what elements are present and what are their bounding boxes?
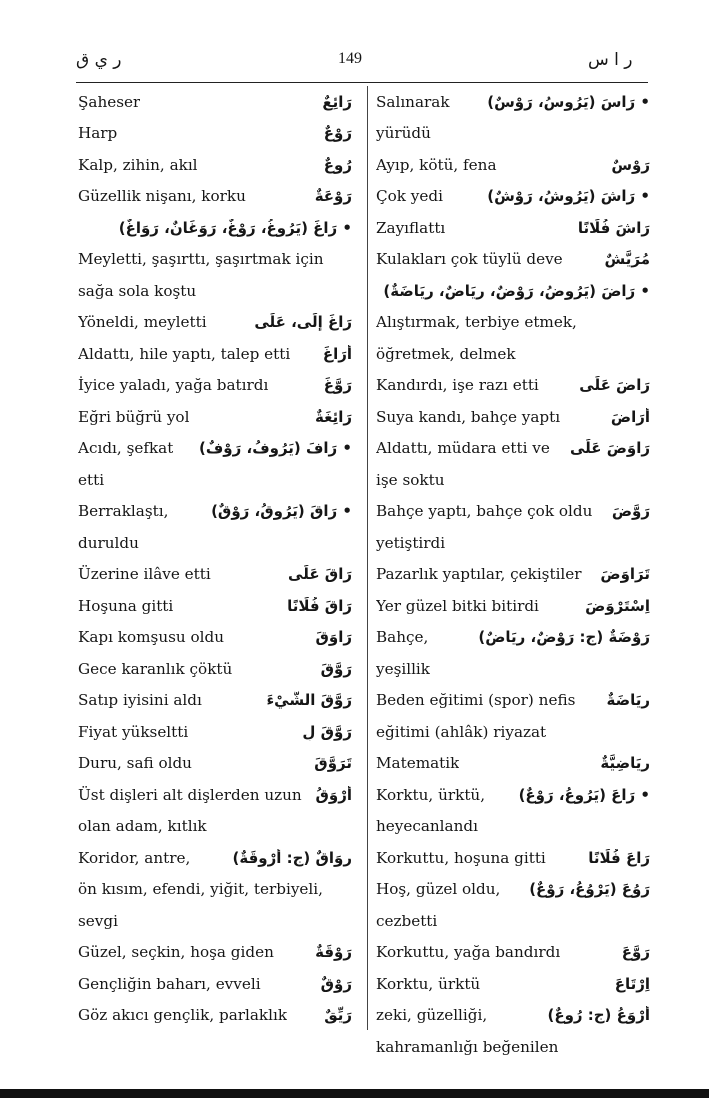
turkish-definition: Korkuttu, yağa bandırdı	[376, 943, 561, 962]
turkish-definition: Güzel, seçkin, hoşa giden	[78, 943, 274, 962]
dictionary-entry	[376, 149, 650, 181]
dictionary-entry	[78, 496, 352, 528]
turkish-definition: Güzellik nişanı, korku	[78, 187, 246, 206]
turkish-definition: Kapı komşusu oldu	[78, 628, 225, 647]
dictionary-entry	[78, 685, 352, 717]
dictionary-entry	[78, 307, 352, 339]
dictionary-entry	[376, 1000, 650, 1032]
arabic-headword: رَوْضَةٌ (ج: رَوْضٌ، رِيَاضٌ)	[478, 628, 650, 647]
turkish-definition: yürüdü	[376, 124, 431, 143]
arabic-headword: رَاقَ فُلَانًا	[287, 596, 352, 615]
dictionary-entry	[376, 905, 650, 937]
dictionary-entry	[78, 244, 352, 276]
turkish-definition: duruldu	[78, 533, 139, 552]
dictionary-entry	[78, 401, 352, 433]
arabic-headword: رِوَاقٌ (ج: أَرْوِقَةٌ)	[232, 848, 352, 867]
turkish-definition: Korktu, ürktü,	[376, 785, 486, 804]
arabic-headword: رَائِغَةٌ	[315, 407, 352, 426]
arabic-headword: رِيَاضِيَّةٌ	[600, 754, 650, 773]
turkish-definition: Meyletti, şaşırttı, şaşırtmak için	[78, 250, 324, 269]
column-divider	[367, 86, 368, 1030]
turkish-definition: zeki, güzelliği,	[376, 1006, 488, 1025]
arabic-headword: رَوْقَةٌ	[315, 943, 352, 962]
dictionary-entry	[78, 1000, 352, 1032]
header-rule	[76, 82, 648, 83]
arabic-headword: • رَاعَ (يَرُوعُ، رَوْعٌ)	[518, 785, 650, 804]
right-column	[376, 86, 650, 1056]
dictionary-entry	[78, 181, 352, 213]
turkish-definition: etti	[78, 470, 105, 489]
dictionary-entry	[376, 527, 650, 559]
turkish-definition: cezbetti	[376, 911, 438, 930]
turkish-definition: Acıdı, şefkat	[78, 439, 174, 458]
dictionary-entry	[376, 874, 650, 906]
dictionary-entry	[376, 842, 650, 874]
arabic-headword: رَاعَ فُلَانًا	[588, 848, 650, 867]
header-right-root-letters: ر ا س	[588, 50, 633, 70]
dictionary-entry	[376, 1031, 650, 1063]
dictionary-entry	[376, 118, 650, 150]
dictionary-entry	[78, 433, 352, 465]
dictionary-entry	[376, 559, 650, 591]
turkish-definition: Beden eğitimi (spor) nefis	[376, 691, 576, 710]
arabic-headword: • رَاضَ (يَرُوضُ، رَوْضٌ، رِيَاضٌ، رِيَاضَةٌ)	[383, 281, 650, 300]
turkish-definition: Pazarlık yaptılar, çekiştiler	[376, 565, 582, 584]
dictionary-entry	[78, 653, 352, 685]
turkish-definition: Hoşuna gitti	[78, 596, 174, 615]
dictionary-entry	[376, 370, 650, 402]
turkish-definition: olan adam, kıtlık	[78, 817, 207, 836]
turkish-definition: Matematik	[376, 754, 460, 773]
dictionary-entry	[78, 968, 352, 1000]
dictionary-entry	[376, 181, 650, 213]
turkish-definition: Bahçe,	[376, 628, 429, 647]
turkish-definition: Satıp iyisini aldı	[78, 691, 202, 710]
dictionary-entry	[78, 464, 352, 496]
turkish-definition: eğitimi (ahlâk) riyazat	[376, 722, 547, 741]
arabic-headword: تَرَاوَضَ	[600, 565, 650, 584]
turkish-definition: Eğri büğrü yol	[78, 407, 190, 426]
dictionary-entry	[78, 118, 352, 150]
turkish-definition: Zayıflattı	[376, 218, 446, 237]
turkish-definition: Bahçe yaptı, bahçe çok oldu	[376, 502, 593, 521]
turkish-definition: Korkuttu, hoşuna gitti	[376, 848, 546, 867]
turkish-definition: Korktu, ürktü	[376, 974, 481, 993]
turkish-definition: Aldattı, hile yaptı, talep etti	[78, 344, 291, 363]
arabic-headword: • رَاشَ (يَرُوشُ، رَوْشٌ)	[487, 187, 650, 206]
arabic-headword: مُرَيَّشٌ	[604, 250, 650, 269]
page-number: 149	[338, 50, 362, 67]
dictionary-entry	[376, 716, 650, 748]
dictionary-entry	[78, 779, 352, 811]
turkish-definition: Alıştırmak, terbiye etmek,	[376, 313, 577, 332]
turkish-definition: sağa sola koştu	[78, 281, 197, 300]
arabic-headword: رَاضَ عَلَى	[579, 376, 650, 395]
arabic-headword: • رَاغَ (يَرُوغُ، رَوْغٌ، رَوَغَانٌ، رَوَاغٌ)	[118, 218, 352, 237]
turkish-definition: Gençliğin baharı, evveli	[78, 974, 261, 993]
arabic-headword: رَاشَ فُلَانًا	[577, 218, 650, 237]
turkish-definition: İyice yaladı, yağa batırdı	[78, 376, 269, 395]
arabic-headword: رَوْعَةٌ	[314, 187, 352, 206]
turkish-definition: Salınarak	[376, 92, 450, 111]
arabic-headword: • رَافَ (يَرُوفُ، رَوْفٌ)	[199, 439, 352, 458]
arabic-headword: • رَاقَ (يَرُوقُ، رَوْقٌ)	[211, 502, 352, 521]
dictionary-entry	[78, 874, 352, 906]
arabic-headword: رَوْقٌ	[320, 974, 352, 993]
dictionary-entry	[376, 622, 650, 654]
dictionary-entry	[376, 86, 650, 118]
turkish-definition: Kalp, zihin, akıl	[78, 155, 198, 174]
dictionary-entry	[78, 937, 352, 969]
turkish-definition: Kulakları çok tüylü deve	[376, 250, 563, 269]
turkish-definition: Harp	[78, 124, 118, 143]
arabic-headword: أَرَاغَ	[322, 344, 352, 363]
arabic-headword: رَوْعٌ	[323, 124, 352, 143]
arabic-headword: رَوَّقَ لِ	[302, 722, 352, 741]
turkish-definition: Gece karanlık çöktü	[78, 659, 233, 678]
dictionary-entry	[376, 937, 650, 969]
header-left-root-letters: ر ي ق	[76, 50, 122, 70]
arabic-headword: رَوَّغَ	[323, 376, 352, 395]
dictionary-entry	[376, 496, 650, 528]
turkish-definition: Üst dişleri alt dişlerden uzun	[78, 785, 302, 804]
turkish-definition: yetiştirdi	[376, 533, 446, 552]
arabic-headword: أَرْوَعُ (ج: رُوعٌ)	[547, 1006, 650, 1025]
turkish-definition: kahramanlığı beğenilen	[376, 1037, 559, 1056]
arabic-headword: رَوْسٌ	[611, 155, 650, 174]
turkish-definition: öğretmek, delmek	[376, 344, 516, 363]
dictionary-entry	[78, 590, 352, 622]
dictionary-entry	[78, 338, 352, 370]
turkish-definition: sevgi	[78, 911, 118, 930]
arabic-headword: رَاغَ إِلَى، عَلَى	[254, 313, 352, 332]
arabic-headword: رَوَّقَ	[320, 659, 352, 678]
turkish-definition: heyecanlandı	[376, 817, 478, 836]
arabic-headword: اِرْتَاعَ	[614, 974, 650, 993]
dictionary-entry	[376, 401, 650, 433]
dictionary-entry	[376, 968, 650, 1000]
dictionary-entry	[78, 275, 352, 307]
dictionary-entry	[376, 464, 650, 496]
left-column	[78, 86, 352, 1030]
arabic-headword: رَائِعٌ	[322, 92, 352, 111]
arabic-headword: رَوَّضَ	[611, 502, 650, 521]
dictionary-entry	[376, 748, 650, 780]
dictionary-entry	[78, 905, 352, 937]
arabic-headword: رَوَّعَ	[621, 943, 650, 962]
turkish-definition: Göz akıcı gençlik, parlaklık	[78, 1006, 288, 1025]
arabic-headword: • رَاسَ (يَرُوسُ، رَوْسٌ)	[487, 92, 650, 111]
arabic-headword: رَوَّقَ الشَّيْءَ	[266, 691, 352, 710]
turkish-definition: yeşillik	[376, 659, 430, 678]
turkish-definition: Üzerine ilâve etti	[78, 565, 211, 584]
turkish-definition: Kandırdı, işe razı etti	[376, 376, 539, 395]
arabic-headword: رَاوَضَ عَلَى	[569, 439, 650, 458]
dictionary-entry	[78, 527, 352, 559]
dictionary-entry	[376, 275, 650, 307]
turkish-definition: ön kısım, efendi, yiğit, terbiyeli,	[78, 880, 323, 899]
turkish-definition: işe soktu	[376, 470, 445, 489]
dictionary-entry	[78, 622, 352, 654]
dictionary-entry	[78, 212, 352, 244]
dictionary-entry	[376, 433, 650, 465]
dictionary-entry	[78, 716, 352, 748]
dictionary-entry	[78, 370, 352, 402]
arabic-headword: اِسْتَرْوَضَ	[585, 596, 650, 615]
turkish-definition: Yöneldi, meyletti	[78, 313, 207, 332]
arabic-headword: رَوُعَ (يَرْوُعُ، رَوْعٌ)	[529, 880, 650, 899]
dictionary-entry	[78, 86, 352, 118]
arabic-headword: رِيَاضَةٌ	[606, 691, 650, 710]
turkish-definition: Çok yedi	[376, 187, 443, 206]
turkish-definition: Berraklaştı,	[78, 502, 169, 521]
dictionary-entry	[78, 559, 352, 591]
turkish-definition: Ayıp, kötü, fena	[376, 155, 497, 174]
dictionary-entry	[376, 685, 650, 717]
arabic-headword: رَاقَ عَلَى	[288, 565, 352, 584]
dictionary-entry	[78, 842, 352, 874]
arabic-headword: رُوعٌ	[323, 155, 352, 174]
dictionary-entry	[376, 338, 650, 370]
dictionary-entry	[376, 307, 650, 339]
arabic-headword: أَرْوَقُ	[315, 785, 352, 804]
dictionary-entry	[376, 590, 650, 622]
arabic-headword: أَرَاضَ	[610, 407, 650, 426]
dictionary-entry	[78, 149, 352, 181]
scan-edge-band	[0, 1089, 709, 1098]
turkish-definition: Hoş, güzel oldu,	[376, 880, 501, 899]
turkish-definition: Koridor, antre,	[78, 848, 191, 867]
dictionary-entry	[78, 811, 352, 843]
dictionary-entry	[376, 779, 650, 811]
turkish-definition: Aldattı, müdara etti ve	[376, 439, 550, 458]
arabic-headword: تَرَوَّقَ	[314, 754, 352, 773]
turkish-definition: Fiyat yükseltti	[78, 722, 189, 741]
dictionary-entry	[376, 212, 650, 244]
dictionary-entry	[376, 244, 650, 276]
turkish-definition: Şaheser	[78, 92, 141, 111]
arabic-headword: رَاوَقَ	[315, 628, 352, 647]
dictionary-entry	[376, 653, 650, 685]
turkish-definition: Suya kandı, bahçe yaptı	[376, 407, 561, 426]
turkish-definition: Yer güzel bitki bitirdi	[376, 596, 539, 615]
dictionary-entry	[376, 811, 650, 843]
arabic-headword: رَيِّقٌ	[324, 1006, 352, 1025]
turkish-definition: Duru, safi oldu	[78, 754, 192, 773]
dictionary-entry	[78, 748, 352, 780]
